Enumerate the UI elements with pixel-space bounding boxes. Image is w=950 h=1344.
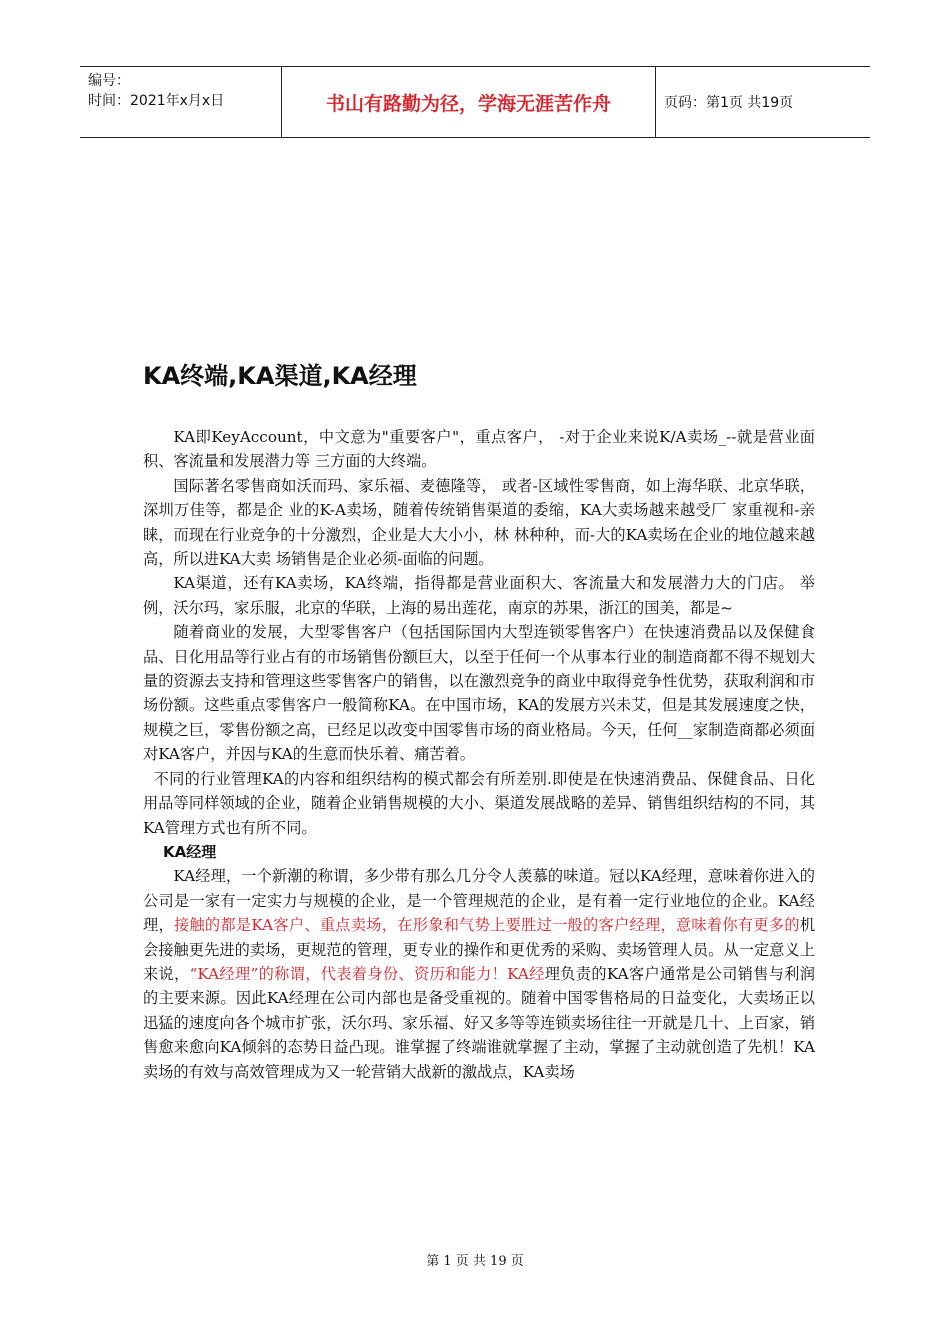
- paragraph-1: KA即KeyAccount，中文意为"重要客户"，重点客户， -对于企业来说K/A卖场_--就是营业面积、客流量和发展潜力等 三方面的大终端。: [143, 428, 815, 471]
- header-page-info: 页码：第1页 共19页: [664, 95, 794, 111]
- paragraph-6-part3: 理负责的KA客户通常是公司销售与利润的主要来源。因此KA经理在公司内部也是备受重视的。随着中国零售格局的日益变化，大卖场正以迅猛的速度向各个城市扩张，沃尔玛、家乐福、好又多等等连锁卖场往往一开就是几十、上百家，销售愈来愈向KA倾斜的态势日益凸现。谁掌握了终端谁就掌握了主动，掌握了主动就创造了先机！KA卖场的有效与高效管理成为又一轮营销大战新的激战点，KA卖场: [143, 964, 815, 1081]
- document-body: [143, 425, 815, 1084]
- paragraph-6-part2: 机会接触更先进的卖场，更规范的管理，更专业的操作和更优秀的采购、卖场管理人员。从一定意义上来说，: [143, 916, 815, 983]
- document-title: KA终端,KA渠道,KA经理: [143, 362, 417, 390]
- paragraph-6-highlight-2: “KA经理”的称谓，代表着身份、资历和能力！KA经: [189, 964, 545, 983]
- paragraph-6: [143, 864, 815, 1084]
- paragraph-6-part1: KA经理，一个新潮的称谓，多少带有那么几分令人羡慕的味道。冠以KA经理，意味着你进入的公司是一家有一定实力与规模的企业，是一个管理规范的企业，是有着一定行业地位的企业。KA经理，: [143, 867, 815, 935]
- page-footer: 第 1 页 共 19 页: [426, 1254, 524, 1269]
- number-label: 编号：: [88, 73, 130, 89]
- paragraph-2: 国际著名零售商如沃而玛、家乐福、麦德隆等， 或者-区域性零售商，如上海华联、北京华联，深圳万佳等，都是企 业的K-A卖场，随着传统销售渠道的委缩，KA大卖场越来越受厂 家重视和-亲睐，而现在行业竞争的十分激烈，企业是大大小小，林 林种种，而-大的KA卖场在企业的地位越来越高，所以进KA大卖 场销售是企业必须-面临的问题。: [143, 476, 815, 569]
- header-meta: [80, 67, 282, 137]
- paragraph-6-highlight-1: 接触的都是KA客户、重点卖场，在形象和气势上要胜过一般的客户经理，意味着你有更多的: [173, 916, 800, 935]
- page-header: [80, 66, 870, 138]
- section-heading-ka-manager: KA经理: [163, 842, 217, 861]
- paragraph-3: KA渠道，还有KA卖场，KA终端，指得都是营业面积大、客流量大和发展潜力大的门店。 举例，沃尔玛，家乐服，北京的华联，上海的易出莲花，南京的苏果，浙江的国美，都是~: [143, 574, 815, 617]
- header-motto: 书山有路勤为径，学海无涯苦作舟: [282, 67, 656, 137]
- paragraph-5: 不同的行业管理KA的内容和组织结构的模式都会有所差别.即使是在快速消费品、保健食品、日化用品等同样领域的企业，随着企业销售规模的大小、渠道发展战略的差异、销售组织结构的不同，其KA管理方式也有所不同。: [143, 769, 815, 837]
- paragraph-4: 随着商业的发展，大型零售客户（包括国际国内大型连锁零售客户）在快速消费品以及保健食品、日化用品等行业占有的市场销售份额巨大，以至于任何一个从事本行业的制造商都不得不规划大量的资源去支持和管理这些零售客户的销售，以在激烈竞争的商业中取得竞争性优势，获取利润和市场份额。这些重点零售客户一般简称KA。在中国市场，KA的发展方兴未艾，但是其发展速度之快，规模之巨，零售份额之高，已经足以改变中国零售市场的商业格局。今天，任何__家制造商都必须面对KA客户，并因与KA的生意而快乐着、痛苦着。: [143, 623, 815, 764]
- time-label: 时间：2021年x月x日: [88, 93, 225, 109]
